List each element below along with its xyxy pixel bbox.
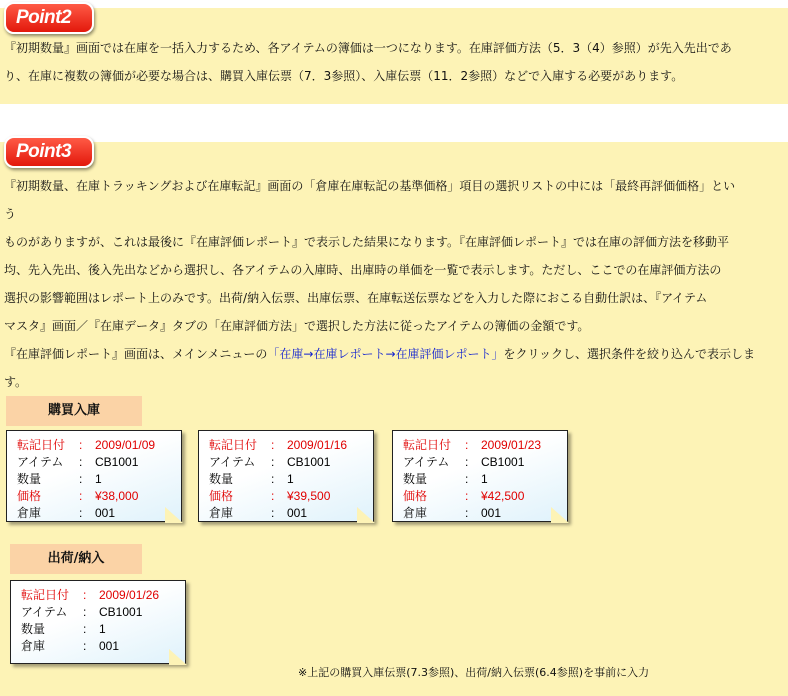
price-key: 価格 (17, 489, 42, 503)
card-row-qty (403, 471, 567, 488)
colon: : (271, 506, 275, 520)
warehouse-value: 001 (99, 639, 120, 653)
colon: : (83, 639, 87, 653)
point3-line-5: 選択の影響範囲はレポート上のみです。出荷/納入伝票、出庫伝票、在庫転送伝票などを入力した際におこる自動仕訳は、『アイテム (4, 291, 708, 305)
date-value: 2009/01/16 (287, 438, 348, 452)
purchase-card-1 (6, 430, 182, 522)
qty-value: 1 (95, 472, 102, 486)
point3-line-7 (4, 340, 782, 368)
purchase-card-2 (198, 430, 374, 522)
card-row-item (21, 604, 185, 621)
point3-line-6: マスタ』画面／『在庫データ』タブの「在庫評価方法」で選択した方法に従ったアイテムの簿価の金額です。 (4, 319, 590, 333)
date-value: 2009/01/26 (99, 588, 160, 602)
date-key: 転記日付 (21, 588, 70, 602)
item-value: CB1001 (481, 455, 525, 469)
point3-line-2: う (4, 207, 17, 221)
card-row-price (17, 488, 181, 505)
price-value: ¥38,000 (95, 489, 139, 503)
colon: : (465, 438, 469, 452)
point3-line-7-suffix: をクリックし、選択条件を絞り込んで表示しま (503, 347, 756, 361)
item-key: アイテム (209, 455, 256, 469)
purchase-card-3 (392, 430, 568, 522)
warehouse-value: 001 (95, 506, 116, 520)
point3-line-1: 『初期数量、在庫トラッキングおよび在庫転記』画面の「倉庫在庫転記の基準価格」項目の選択リストの中には「最終再評価価格」とい (4, 179, 736, 193)
colon: : (465, 506, 469, 520)
card-row-item (209, 454, 373, 471)
page-curl (169, 649, 187, 665)
card-row-qty (17, 471, 181, 488)
card-row-date (17, 437, 181, 454)
colon: : (79, 489, 83, 503)
colon: : (83, 605, 87, 619)
card-row-date (21, 587, 185, 604)
point2-line-1: 『初期数量』画面では在庫を一括入力するため、各アイテムの簿価は一つになります。在庫評価方法（5．3（4）参照）が先入先出であ (4, 41, 732, 55)
item-key: アイテム (21, 605, 68, 619)
card-row-price (403, 488, 567, 505)
purchase-label: 購買入庫 (6, 396, 142, 426)
colon: : (79, 472, 83, 486)
colon: : (271, 489, 275, 503)
item-value: CB1001 (99, 605, 143, 619)
colon: : (79, 506, 83, 520)
qty-value: 1 (287, 472, 294, 486)
date-key: 転記日付 (17, 438, 66, 452)
point3-line-7-prefix: 『在庫評価レポート』画面は、メインメニューの (4, 347, 268, 361)
price-key: 価格 (403, 489, 428, 503)
card-row-qty (21, 621, 185, 638)
item-value: CB1001 (287, 455, 331, 469)
card-row-warehouse (209, 505, 373, 522)
colon: : (83, 588, 87, 602)
warehouse-value: 001 (481, 506, 502, 520)
item-key: アイテム (403, 455, 450, 469)
point2-text (4, 34, 782, 90)
qty-value: 1 (481, 472, 488, 486)
price-key: 価格 (209, 489, 234, 503)
point3-text (4, 172, 782, 396)
card-row-warehouse (403, 505, 567, 522)
card-row-qty (209, 471, 373, 488)
warehouse-key: 倉庫 (21, 639, 46, 653)
card-row-item (17, 454, 181, 471)
qty-value: 1 (99, 622, 106, 636)
point3-line-3: ものがありますが、これは最後に『在庫評価レポート』で表示した結果になります。『在庫評価レポート』では在庫の評価方法を移動平 (4, 235, 730, 249)
page-curl (551, 507, 569, 523)
shipping-label: 出荷/納入 (10, 544, 142, 574)
date-value: 2009/01/23 (481, 438, 542, 452)
card-row-price (209, 488, 373, 505)
menu-path-link: 「在庫→在庫レポート→在庫評価レポート」 (267, 347, 504, 361)
warehouse-value: 001 (287, 506, 308, 520)
colon: : (465, 455, 469, 469)
page-curl (165, 507, 183, 523)
shipping-card (10, 580, 186, 664)
card-row-item (403, 454, 567, 471)
item-value: CB1001 (95, 455, 139, 469)
card-row-date (209, 437, 373, 454)
card-row-warehouse (21, 638, 185, 655)
colon: : (79, 455, 83, 469)
colon: : (79, 438, 83, 452)
warehouse-key: 倉庫 (209, 506, 234, 520)
point3-line-8: す。 (4, 375, 28, 389)
footnote: ※上記の購買入庫伝票(7.3参照)、出荷/納入伝票(6.4参照)を事前に入力 (298, 666, 650, 679)
qty-key: 数量 (21, 622, 46, 636)
warehouse-key: 倉庫 (403, 506, 428, 520)
colon: : (83, 622, 87, 636)
date-value: 2009/01/09 (95, 438, 156, 452)
qty-key: 数量 (17, 472, 42, 486)
qty-key: 数量 (403, 472, 428, 486)
card-row-warehouse (17, 505, 181, 522)
colon: : (465, 489, 469, 503)
colon: : (271, 455, 275, 469)
point3-badge: Point3 (4, 136, 94, 168)
date-key: 転記日付 (209, 438, 258, 452)
price-value: ¥39,500 (287, 489, 331, 503)
colon: : (271, 472, 275, 486)
point2-line-2: り、在庫に複数の簿価が必要な場合は、購買入庫伝票（7．3参照）、入庫伝票（11．2参照）などで入庫する必要があります。 (4, 69, 684, 83)
colon: : (271, 438, 275, 452)
item-key: アイテム (17, 455, 64, 469)
warehouse-key: 倉庫 (17, 506, 42, 520)
price-value: ¥42,500 (481, 489, 525, 503)
point2-badge: Point2 (4, 2, 94, 34)
card-row-date (403, 437, 567, 454)
point3-line-4: 均、先入先出、後入先出などから選択し、各アイテムの入庫時、出庫時の単価を一覧で表示します。ただし、ここでの在庫評価方法の (4, 263, 722, 277)
qty-key: 数量 (209, 472, 234, 486)
date-key: 転記日付 (403, 438, 452, 452)
colon: : (465, 472, 469, 486)
page-curl (357, 507, 375, 523)
